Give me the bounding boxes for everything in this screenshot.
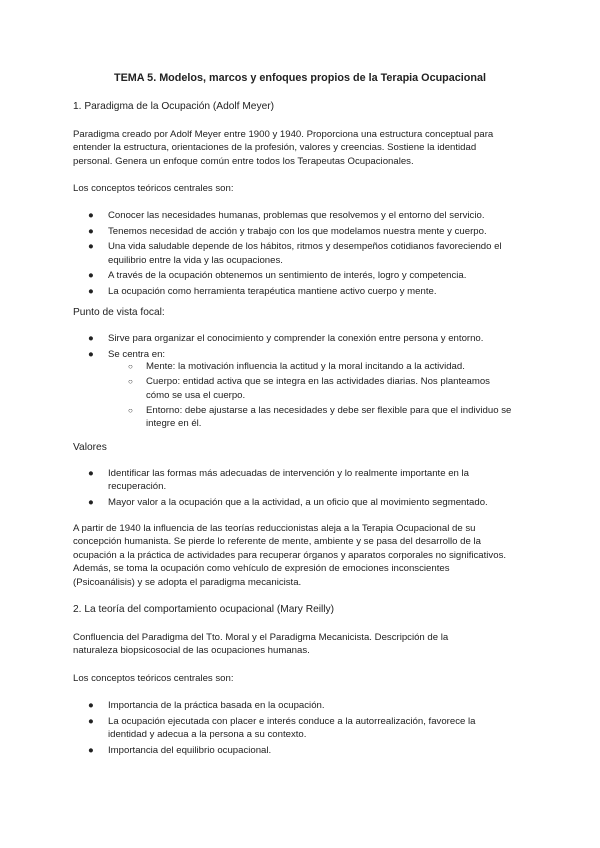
list-item: La ocupación como herramienta terapéutica mantiene activo cuerpo y mente. [108, 285, 437, 297]
paragraph-line: Paradigma creado por Adolf Meyer entre 1900 y 1940. Proporciona una estructura conceptual para [73, 129, 494, 140]
paragraph-line: ocupación a la práctica de actividades para recuperar órganos y aparatos corporales no significativos. [73, 549, 507, 561]
bullet-icon: ● [88, 700, 94, 711]
sub-bullet-icon: ○ [128, 377, 133, 387]
list-label: Los conceptos teóricos centrales son: [73, 673, 234, 684]
bullet-icon: ● [88, 270, 94, 282]
sub-bullet-icon: ○ [128, 405, 133, 415]
sub-list-item: integre en él. [146, 418, 202, 430]
list-item: Conocer las necesidades humanas, problemas que resolvemos y el entorno del servicio. [108, 210, 485, 221]
list-item: La ocupación ejecutada con placer e interés conduce a la autorrealización, favorece la [108, 715, 476, 727]
list-item: Mayor valor a la ocupación que a la actividad, a un oficio que al movimiento segmentado. [108, 497, 488, 508]
list-item: Se centra en: [108, 348, 166, 360]
paragraph-line: (Psicoanálisis) y se adopta el paradigma mecanicista. [73, 576, 302, 588]
bullet-icon: ● [88, 744, 94, 756]
list-label: Los conceptos teóricos centrales son: [73, 183, 234, 194]
list-item: Importancia de la práctica basada en la ocupación. [108, 700, 325, 711]
section-heading: 1. Paradigma de la Ocupación (Adolf Meyer) [73, 101, 275, 112]
section-heading: 2. La teoría del comportamiento ocupacional (Mary Reilly) [73, 604, 335, 615]
list-item: Sirve para organizar el conocimiento y comprender la conexión entre persona y entorno. [108, 333, 484, 344]
bullet-icon: ● [88, 715, 94, 727]
list-item: Una vida saludable depende de los hábitos, ritmos y desempeños cotidianos favoreciendo el [108, 241, 502, 253]
sub-list-item: Mente: la motivación influencia la actitud y la moral incitando a la actividad. [146, 361, 465, 372]
list-label: Punto de vista focal: [73, 307, 165, 318]
list-item: Tenemos necesidad de acción y trabajo con los que modelamos nuestra mente y cuerpo. [108, 225, 487, 237]
paragraph-line: A partir de 1940 la influencia de las teorías reduccionistas aleja a la Terapia Ocupacional de su [73, 523, 476, 534]
paragraph-line: Además, se toma la ocupación como vehículo de expresión de emociones inconscientes [73, 563, 450, 575]
section-label: Valores [73, 442, 107, 453]
paragraph-line: naturaleza biopsicosocial de las ocupaciones humanas. [73, 645, 310, 657]
paragraph-line: Confluencia del Paradigma del Tto. Moral y el Paradigma Mecanicista. Descripción de la [73, 632, 449, 643]
paragraph-line: entender la estructura, orientaciones de la profesión, valores y creencias. Sostiene la identidad [73, 142, 477, 154]
page-title: TEMA 5. Modelos, marcos y enfoques propios de la Terapia Ocupacional [114, 72, 486, 84]
list-item: recuperación. [108, 481, 167, 493]
list-item: A través de la ocupación obtenemos un sentimiento de interés, logro y competencia. [108, 270, 467, 282]
bullet-icon: ● [88, 348, 94, 360]
bullet-icon: ● [88, 241, 94, 253]
list-item: Identificar las formas más adecuadas de intervención y lo realmente importante en la [108, 468, 470, 479]
sub-bullet-icon: ○ [128, 362, 133, 371]
bullet-icon: ● [88, 497, 94, 508]
bullet-icon: ● [88, 285, 94, 297]
bullet-icon: ● [88, 468, 94, 479]
sub-list-item: Entorno: debe ajustarse a las necesidades y debe ser flexible para que el individuo se [146, 404, 512, 416]
bullet-icon: ● [88, 225, 94, 237]
sub-list-item: Cuerpo: entidad activa que se integra en las actividades diarias. Nos planteamos [146, 376, 490, 388]
sub-list-item: cómo se usa el cuerpo. [146, 389, 246, 401]
list-item: equilibrio entre la vida y las ocupaciones. [108, 254, 283, 266]
paragraph-line: concepción humanista. Se pierde lo referente de mente, ambiente y se pasa del desarrollo de la [73, 536, 481, 548]
bullet-icon: ● [88, 210, 94, 221]
paragraph-line: personal. Genera un enfoque común entre todos los Terapeutas Ocupacionales. [73, 155, 414, 167]
list-item: identidad y adecua a la persona a su contexto. [108, 729, 307, 740]
list-item: Importancia del equilibrio ocupacional. [108, 744, 272, 756]
bullet-icon: ● [88, 333, 94, 344]
